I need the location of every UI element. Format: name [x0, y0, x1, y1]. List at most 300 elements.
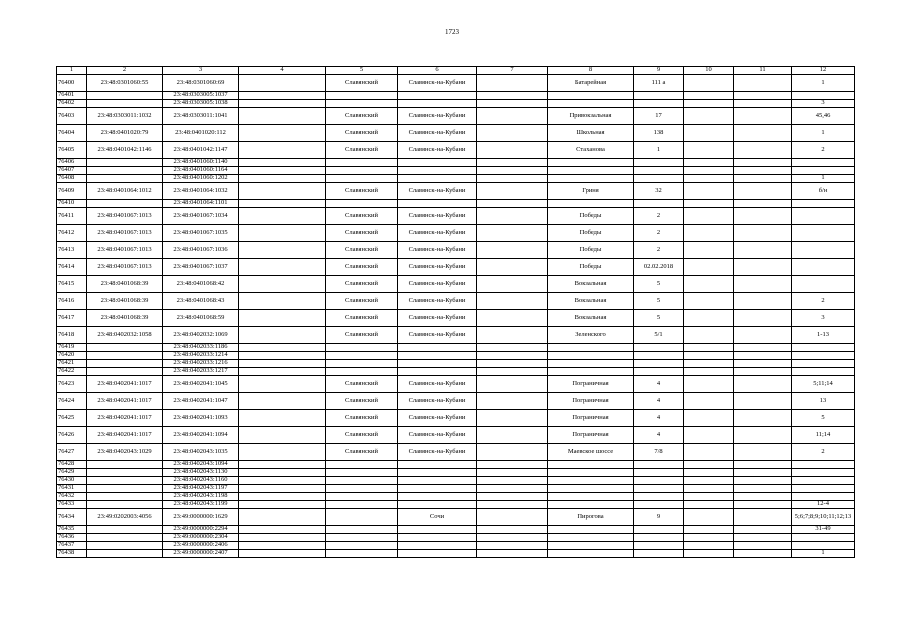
house-number-cell: 5	[634, 276, 684, 293]
source-cadastral-number-cell: 23:48:0401068:39	[87, 276, 163, 293]
table-row	[57, 175, 855, 183]
column-7-cell	[477, 310, 548, 327]
column-10-cell	[684, 208, 734, 225]
column-4-cell	[239, 410, 326, 427]
column-4-cell	[239, 167, 326, 175]
row-number-cell: 76426	[57, 427, 87, 444]
table-row	[57, 542, 855, 550]
street-cell	[548, 550, 634, 558]
table-row	[57, 259, 855, 276]
cadastral-number-cell: 23:48:0402033:1216	[163, 360, 239, 368]
column-10-cell	[684, 477, 734, 485]
cadastral-number-cell: 23:48:0401060:1202	[163, 175, 239, 183]
column-7-cell	[477, 242, 548, 259]
cadastral-number-cell: 23:48:0402033:1186	[163, 344, 239, 352]
street-cell	[548, 92, 634, 100]
settlement-cell: Славянск-на-Кубани	[398, 393, 477, 410]
settlement-cell	[398, 344, 477, 352]
column-10-cell	[684, 376, 734, 393]
apartments-cell: 2	[792, 293, 855, 310]
district-cell	[326, 352, 398, 360]
street-cell	[548, 344, 634, 352]
settlement-cell	[398, 493, 477, 501]
settlement-cell: Славянск-на-Кубани	[398, 208, 477, 225]
district-cell	[326, 534, 398, 542]
house-number-cell	[634, 501, 684, 509]
source-cadastral-number-cell: 23:48:0402041:1017	[87, 393, 163, 410]
column-4-cell	[239, 200, 326, 208]
column-4-cell	[239, 175, 326, 183]
settlement-cell	[398, 501, 477, 509]
apartments-cell	[792, 200, 855, 208]
district-cell	[326, 344, 398, 352]
source-cadastral-number-cell: 23:48:0401068:39	[87, 293, 163, 310]
column-4-cell	[239, 526, 326, 534]
row-number-cell: 76412	[57, 225, 87, 242]
cadastral-number-cell: 23:48:0303005:1037	[163, 92, 239, 100]
source-cadastral-number-cell: 23:48:0401020:79	[87, 125, 163, 142]
column-4-cell	[239, 276, 326, 293]
apartments-cell: 1	[792, 125, 855, 142]
source-cadastral-number-cell	[87, 485, 163, 493]
column-7-cell	[477, 259, 548, 276]
source-cadastral-number-cell: 23:48:0401067:1013	[87, 208, 163, 225]
table-row	[57, 501, 855, 509]
column-7-cell	[477, 444, 548, 461]
column-10-cell	[684, 352, 734, 360]
settlement-cell	[398, 534, 477, 542]
house-number-cell	[634, 175, 684, 183]
column-4-cell	[239, 352, 326, 360]
settlement-cell: Славянск-на-Кубани	[398, 108, 477, 125]
column-10-cell	[684, 142, 734, 159]
column-4-cell	[239, 108, 326, 125]
column-4-cell	[239, 542, 326, 550]
source-cadastral-number-cell	[87, 92, 163, 100]
source-cadastral-number-cell: 23:48:0303011:1032	[87, 108, 163, 125]
table-row	[57, 410, 855, 427]
district-cell: Славянский	[326, 444, 398, 461]
table-row	[57, 100, 855, 108]
column-7-cell	[477, 509, 548, 526]
column-7-cell	[477, 208, 548, 225]
settlement-cell: Славянск-на-Кубани	[398, 242, 477, 259]
column-4-cell	[239, 485, 326, 493]
row-number-cell: 76430	[57, 477, 87, 485]
registry-table	[56, 66, 855, 558]
apartments-cell	[792, 461, 855, 469]
street-cell: Пограничная	[548, 410, 634, 427]
column-header-12: 12	[792, 67, 855, 75]
street-cell: Пограничная	[548, 376, 634, 393]
district-cell: Славянский	[326, 327, 398, 344]
table-row	[57, 444, 855, 461]
column-7-cell	[477, 276, 548, 293]
house-number-cell	[634, 469, 684, 477]
street-cell: Школьная	[548, 125, 634, 142]
column-7-cell	[477, 92, 548, 100]
row-number-cell: 76415	[57, 276, 87, 293]
house-number-cell	[634, 344, 684, 352]
column-11-cell	[734, 100, 792, 108]
column-7-cell	[477, 485, 548, 493]
column-header-4: 4	[239, 67, 326, 75]
apartments-cell	[792, 159, 855, 167]
street-cell: Зеленского	[548, 327, 634, 344]
settlement-cell	[398, 352, 477, 360]
column-header-11: 11	[734, 67, 792, 75]
district-cell	[326, 542, 398, 550]
row-number-cell: 76435	[57, 526, 87, 534]
column-7-cell	[477, 477, 548, 485]
row-number-cell: 76427	[57, 444, 87, 461]
column-header-2: 2	[87, 67, 163, 75]
row-number-cell: 76419	[57, 344, 87, 352]
row-number-cell: 76432	[57, 493, 87, 501]
column-10-cell	[684, 327, 734, 344]
cadastral-number-cell: 23:48:0402033:1217	[163, 368, 239, 376]
column-11-cell	[734, 376, 792, 393]
house-number-cell	[634, 167, 684, 175]
column-11-cell	[734, 444, 792, 461]
apartments-cell	[792, 542, 855, 550]
column-11-cell	[734, 159, 792, 167]
apartments-cell: 45,46	[792, 108, 855, 125]
column-4-cell	[239, 259, 326, 276]
source-cadastral-number-cell	[87, 100, 163, 108]
column-header-10: 10	[684, 67, 734, 75]
cadastral-number-cell: 23:48:0401067:1037	[163, 259, 239, 276]
cadastral-number-cell: 23:48:0401068:42	[163, 276, 239, 293]
column-11-cell	[734, 393, 792, 410]
column-11-cell	[734, 485, 792, 493]
settlement-cell	[398, 167, 477, 175]
table-row	[57, 360, 855, 368]
house-number-cell	[634, 526, 684, 534]
street-cell	[548, 200, 634, 208]
column-7-cell	[477, 75, 548, 92]
street-cell: Батарейная	[548, 75, 634, 92]
apartments-cell	[792, 344, 855, 352]
column-header-3: 3	[163, 67, 239, 75]
settlement-cell	[398, 159, 477, 167]
column-4-cell	[239, 501, 326, 509]
cadastral-number-cell: 23:48:0401068:43	[163, 293, 239, 310]
district-cell: Славянский	[326, 183, 398, 200]
column-11-cell	[734, 501, 792, 509]
settlement-cell	[398, 200, 477, 208]
column-11-cell	[734, 534, 792, 542]
house-number-cell: 4	[634, 393, 684, 410]
column-11-cell	[734, 259, 792, 276]
row-number-cell: 76421	[57, 360, 87, 368]
street-cell: Вокзальная	[548, 293, 634, 310]
district-cell: Славянский	[326, 276, 398, 293]
cadastral-number-cell: 23:48:0402043:1199	[163, 501, 239, 509]
house-number-cell	[634, 200, 684, 208]
settlement-cell	[398, 92, 477, 100]
street-cell: Вокзальная	[548, 310, 634, 327]
column-4-cell	[239, 493, 326, 501]
row-number-cell: 76433	[57, 501, 87, 509]
column-4-cell	[239, 368, 326, 376]
column-4-cell	[239, 376, 326, 393]
apartments-cell	[792, 477, 855, 485]
column-10-cell	[684, 534, 734, 542]
column-11-cell	[734, 469, 792, 477]
street-cell: Стаханова	[548, 142, 634, 159]
apartments-cell	[792, 208, 855, 225]
column-10-cell	[684, 493, 734, 501]
apartments-cell: 1	[792, 550, 855, 558]
settlement-cell: Славянск-на-Кубани	[398, 427, 477, 444]
table-row	[57, 225, 855, 242]
column-4-cell	[239, 477, 326, 485]
apartments-cell	[792, 360, 855, 368]
column-7-cell	[477, 108, 548, 125]
column-10-cell	[684, 360, 734, 368]
house-number-cell: 2	[634, 242, 684, 259]
table-row	[57, 485, 855, 493]
source-cadastral-number-cell: 23:48:0401042:1146	[87, 142, 163, 159]
column-10-cell	[684, 125, 734, 142]
settlement-cell: Славянск-на-Кубани	[398, 125, 477, 142]
apartments-cell	[792, 242, 855, 259]
table-body	[57, 75, 855, 558]
apartments-cell: 3	[792, 100, 855, 108]
street-cell	[548, 477, 634, 485]
street-cell: Маевское шоссе	[548, 444, 634, 461]
cadastral-number-cell: 23:49:0000000:2406	[163, 542, 239, 550]
district-cell: Славянский	[326, 259, 398, 276]
apartments-cell: 2	[792, 444, 855, 461]
source-cadastral-number-cell: 23:48:0402041:1017	[87, 427, 163, 444]
row-number-cell: 76402	[57, 100, 87, 108]
apartments-cell	[792, 225, 855, 242]
apartments-cell: 3	[792, 310, 855, 327]
cadastral-number-cell: 23:48:0402041:1094	[163, 427, 239, 444]
settlement-cell	[398, 360, 477, 368]
column-4-cell	[239, 142, 326, 159]
district-cell	[326, 485, 398, 493]
table-row	[57, 183, 855, 200]
settlement-cell	[398, 461, 477, 469]
district-cell	[326, 167, 398, 175]
cadastral-number-cell: 23:48:0401060:1140	[163, 159, 239, 167]
column-7-cell	[477, 167, 548, 175]
row-number-cell: 76406	[57, 159, 87, 167]
column-10-cell	[684, 92, 734, 100]
table-row	[57, 393, 855, 410]
column-7-cell	[477, 410, 548, 427]
district-cell: Славянский	[326, 125, 398, 142]
row-number-cell: 76407	[57, 167, 87, 175]
settlement-cell: Славянск-на-Кубани	[398, 75, 477, 92]
table-row	[57, 276, 855, 293]
house-number-cell: 17	[634, 108, 684, 125]
house-number-cell	[634, 534, 684, 542]
source-cadastral-number-cell	[87, 175, 163, 183]
cadastral-number-cell: 23:48:0402041:1047	[163, 393, 239, 410]
column-header-5: 5	[326, 67, 398, 75]
column-10-cell	[684, 444, 734, 461]
column-7-cell	[477, 159, 548, 167]
column-4-cell	[239, 183, 326, 200]
column-10-cell	[684, 485, 734, 493]
table-row	[57, 327, 855, 344]
cadastral-number-cell: 23:48:0401064:1101	[163, 200, 239, 208]
column-10-cell	[684, 225, 734, 242]
row-number-cell: 76423	[57, 376, 87, 393]
source-cadastral-number-cell: 23:48:0402032:1058	[87, 327, 163, 344]
street-cell: Победы	[548, 225, 634, 242]
settlement-cell: Славянск-на-Кубани	[398, 142, 477, 159]
column-10-cell	[684, 200, 734, 208]
table-row	[57, 142, 855, 159]
column-4-cell	[239, 469, 326, 477]
district-cell: Славянский	[326, 75, 398, 92]
source-cadastral-number-cell	[87, 200, 163, 208]
column-4-cell	[239, 100, 326, 108]
apartments-cell: 13	[792, 393, 855, 410]
page-number: 1723	[445, 28, 459, 36]
district-cell	[326, 360, 398, 368]
street-cell	[548, 485, 634, 493]
table-row	[57, 159, 855, 167]
table-row	[57, 550, 855, 558]
street-cell	[548, 167, 634, 175]
column-4-cell	[239, 427, 326, 444]
column-7-cell	[477, 526, 548, 534]
column-4-cell	[239, 461, 326, 469]
cadastral-number-cell: 23:48:0401067:1036	[163, 242, 239, 259]
settlement-cell	[398, 526, 477, 534]
district-cell	[326, 100, 398, 108]
street-cell	[548, 461, 634, 469]
house-number-cell	[634, 542, 684, 550]
column-11-cell	[734, 225, 792, 242]
column-10-cell	[684, 167, 734, 175]
column-4-cell	[239, 293, 326, 310]
settlement-cell: Сочи	[398, 509, 477, 526]
house-number-cell: 4	[634, 376, 684, 393]
street-cell: Пирогова	[548, 509, 634, 526]
column-7-cell	[477, 501, 548, 509]
row-number-cell: 76425	[57, 410, 87, 427]
source-cadastral-number-cell: 23:48:0402041:1017	[87, 376, 163, 393]
row-number-cell: 76438	[57, 550, 87, 558]
source-cadastral-number-cell	[87, 534, 163, 542]
street-cell	[548, 526, 634, 534]
apartments-cell: б/н	[792, 183, 855, 200]
column-4-cell	[239, 159, 326, 167]
column-10-cell	[684, 542, 734, 550]
house-number-cell	[634, 493, 684, 501]
row-number-cell: 76434	[57, 509, 87, 526]
district-cell: Славянский	[326, 427, 398, 444]
cadastral-number-cell: 23:48:0401068:59	[163, 310, 239, 327]
apartments-cell	[792, 534, 855, 542]
table-row	[57, 477, 855, 485]
column-7-cell	[477, 469, 548, 477]
column-10-cell	[684, 293, 734, 310]
district-cell	[326, 92, 398, 100]
table-row	[57, 125, 855, 142]
row-number-cell: 76420	[57, 352, 87, 360]
district-cell	[326, 368, 398, 376]
street-cell: Победы	[548, 259, 634, 276]
source-cadastral-number-cell	[87, 352, 163, 360]
apartments-cell	[792, 352, 855, 360]
column-4-cell	[239, 509, 326, 526]
source-cadastral-number-cell: 23:49:0202003:4056	[87, 509, 163, 526]
cadastral-number-cell: 23:48:0401020:112	[163, 125, 239, 142]
apartments-cell: 1-13	[792, 327, 855, 344]
column-11-cell	[734, 526, 792, 534]
cadastral-number-cell: 23:48:0402043:1197	[163, 485, 239, 493]
column-header-6: 6	[398, 67, 477, 75]
row-number-cell: 76414	[57, 259, 87, 276]
row-number-cell: 76409	[57, 183, 87, 200]
district-cell: Славянский	[326, 108, 398, 125]
column-11-cell	[734, 183, 792, 200]
column-7-cell	[477, 427, 548, 444]
house-number-cell	[634, 368, 684, 376]
column-4-cell	[239, 327, 326, 344]
column-7-cell	[477, 368, 548, 376]
settlement-cell: Славянск-на-Кубани	[398, 259, 477, 276]
apartments-cell	[792, 469, 855, 477]
column-11-cell	[734, 542, 792, 550]
column-11-cell	[734, 310, 792, 327]
house-number-cell	[634, 485, 684, 493]
row-number-cell: 76428	[57, 461, 87, 469]
apartments-cell	[792, 92, 855, 100]
column-10-cell	[684, 526, 734, 534]
column-11-cell	[734, 200, 792, 208]
column-10-cell	[684, 501, 734, 509]
table-row	[57, 242, 855, 259]
source-cadastral-number-cell	[87, 469, 163, 477]
cadastral-number-cell: 23:48:0402043:1198	[163, 493, 239, 501]
settlement-cell	[398, 469, 477, 477]
column-11-cell	[734, 175, 792, 183]
source-cadastral-number-cell: 23:48:0401067:1013	[87, 225, 163, 242]
column-11-cell	[734, 75, 792, 92]
column-4-cell	[239, 125, 326, 142]
source-cadastral-number-cell	[87, 167, 163, 175]
row-number-cell: 76408	[57, 175, 87, 183]
column-4-cell	[239, 550, 326, 558]
settlement-cell: Славянск-на-Кубани	[398, 225, 477, 242]
column-11-cell	[734, 427, 792, 444]
settlement-cell	[398, 175, 477, 183]
street-cell	[548, 175, 634, 183]
district-cell	[326, 461, 398, 469]
apartments-cell: 5	[792, 410, 855, 427]
district-cell: Славянский	[326, 376, 398, 393]
column-7-cell	[477, 534, 548, 542]
table-row	[57, 108, 855, 125]
column-10-cell	[684, 344, 734, 352]
settlement-cell	[398, 542, 477, 550]
table-row	[57, 310, 855, 327]
column-10-cell	[684, 550, 734, 558]
row-number-cell: 76418	[57, 327, 87, 344]
column-11-cell	[734, 293, 792, 310]
apartments-cell	[792, 167, 855, 175]
cadastral-number-cell: 23:48:0402043:1035	[163, 444, 239, 461]
